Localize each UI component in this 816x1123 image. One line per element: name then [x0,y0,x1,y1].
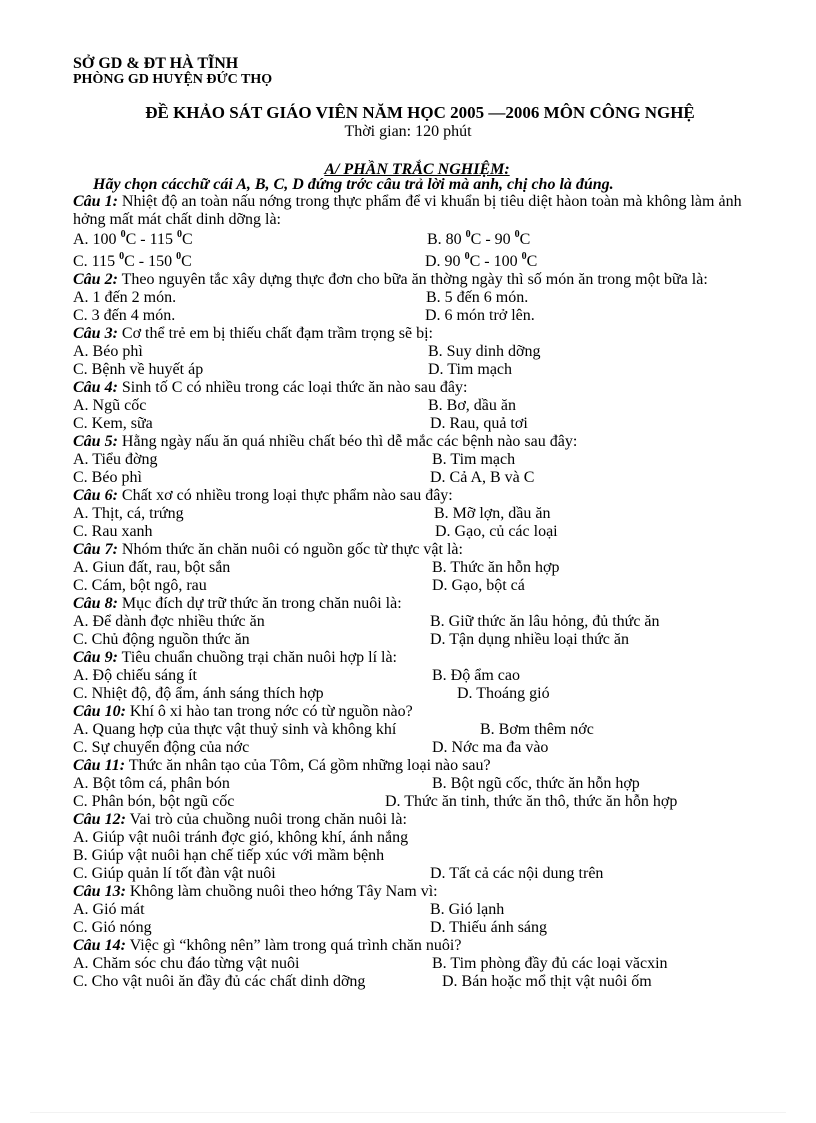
option-b: B. Suy dinh dỡng [428,343,541,360]
option-d: D. Thức ăn tinh, thức ăn thô, thức ăn hỗn hợp [385,793,678,810]
option-c: C. Cho vật nuôi ăn đầy đủ các chất dinh dỡng [73,973,366,990]
question-text: Nhiệt độ an toàn nấu nớng trong thực phẩm để vi khuẩn bị tiêu diệt hàon toàn mà không làm ảnh hởng mất mát chất dinh dỡng là: [73,193,742,228]
question-stem [73,703,753,721]
option-b: B. Giúp vật nuôi hạn chế tiếp xúc với mầm bệnh [73,847,385,864]
option-b: B. Bơ, dầu ăn [428,397,517,414]
question-stem [73,937,753,955]
option-b: B. Bột ngũ cốc, thức ăn hỗn hợp [432,775,640,792]
question-label: Câu 8: [73,595,118,612]
question-stem [73,757,753,775]
option-a: A. 1 đến 2 món. [73,289,177,306]
question-label: Câu 9: [73,649,118,666]
question-text: Khí ô xi hào tan trong nớc có từ nguồn nào? [129,703,413,720]
option-b: B. Gió lạnh [430,901,505,918]
option-c: C. Sự chuyển động của nớc [73,739,250,756]
question-label: Câu 5: [73,433,118,450]
option-c: C. Cám, bột ngô, rau [73,577,207,594]
question-stem [73,811,753,829]
question-text: Mục đích dự trữ thức ăn trong chăn nuôi là: [121,595,402,612]
question-text: Tiêu chuẩn chuồng trại chăn nuôi hợp lí là: [121,649,397,666]
option-d: D. Tim mạch [428,361,513,378]
question-stem [73,433,753,451]
question-text: Cơ thể trẻ em bị thiếu chất đạm trầm trọng sẽ bị: [121,325,433,342]
question [73,649,753,703]
question-label: Câu 7: [73,541,118,558]
office-name: PHÒNG GD HUYỆN ĐỨC THỌ [73,72,273,87]
option-d: D. Gạo, bột cá [432,577,525,594]
option-a: A. Giúp vật nuôi tránh đợc gió, không khí, ánh nắng [73,829,409,846]
option-a: A. Thịt, cá, trứng [73,505,184,522]
question-stem [73,271,753,289]
question [73,541,753,595]
option-b: B. Bơm thêm nớc [480,721,594,738]
option-b: B. Tim mạch [432,451,516,468]
option-c: C. Giúp quản lí tốt đàn vật nuôi [73,865,276,882]
question-stem [73,595,753,613]
question-label: Câu 2: [73,271,118,288]
question-stem [73,379,753,397]
option-a: A. Ngũ cốc [73,397,147,414]
option-a: A. Quang hợp của thực vật thuỷ sinh và không khí [73,721,397,738]
question-label: Câu 3: [73,325,118,342]
option-c: C. Kem, sữa [73,415,153,432]
option-a: A. Độ chiếu sáng ít [73,667,197,684]
option-d: D. Tất cả các nội dung trên [430,865,604,882]
option-d: D. Thiếu ánh sáng [430,919,548,936]
option-b: B. Độ ẩm cao [432,667,520,684]
question-stem [73,325,753,343]
question [73,433,753,487]
option-d: D. Rau, quả tơi [430,415,528,432]
option-a: A. Chăm sóc chu đáo từng vật nuôi [73,955,300,972]
option-d: D. Thoáng gió [457,685,550,702]
option-b: B. 5 đến 6 món. [426,289,529,306]
question [73,325,753,379]
option-c: C. 3 đến 4 món. [73,307,176,324]
question-text: Sinh tố C có nhiều trong các loại thức ăn nào sau đây: [121,379,468,396]
option-b: B. Tim phòng đầy đủ các loại văcxin [432,955,668,972]
option-b: B. Giữ thức ăn lâu hỏng, đủ thức ăn [430,613,660,630]
question [73,811,753,883]
option-d: D. Nớc ma đa vào [432,739,549,756]
question-label: Câu 10: [73,703,126,720]
question-list [73,193,753,991]
question-stem [73,487,753,505]
section-heading: A/ PHẦN TRẮC NGHIỆM: [324,161,510,178]
question-label: Câu 6: [73,487,118,504]
question-text: Nhóm thức ăn chăn nuôi có nguồn gốc từ thực vật là: [121,541,463,558]
question [73,703,753,757]
option-a: A. Tiểu đờng [73,451,158,468]
question [73,595,753,649]
question-label: Câu 13: [73,883,126,900]
option-c: C. Chủ động nguồn thức ăn [73,631,250,648]
option-c: C. Gió nóng [73,919,152,936]
option-a: A. Gió mát [73,901,145,918]
option-b: B. Thức ăn hỗn hợp [432,559,560,576]
option-a: A. 100 $^0$C - 115 $^0$C [73,229,193,248]
option-d: D. Gạo, củ các loại [435,523,558,540]
option-a: A. Bột tôm cá, phân bón [73,775,230,792]
option-d: D. Cả A, B và C [430,469,535,486]
page-bottom-rule [30,1112,786,1113]
option-b: B. 80 $^0$C - 90 $^0$C [427,229,531,248]
option-c: C. 115 $^0$C - 150 $^0$C [73,251,192,270]
question-text: Việc gì “không nên” làm trong quá trình chăn nuôi? [129,937,462,954]
question-text: Vai trò của chuồng nuôi trong chăn nuôi là: [129,811,407,828]
option-b: B. Mỡ lợn, dầu ăn [434,505,551,522]
option-d: D. Bán hoặc mổ thịt vật nuôi ốm [442,973,652,990]
option-c: C. Béo phì [73,469,142,486]
question-stem [73,541,753,559]
option-d: D. 6 món trở lên. [425,307,535,324]
option-a: A. Béo phì [73,343,143,360]
question-label: Câu 11: [73,757,126,774]
option-c: C. Nhiệt độ, độ ẩm, ánh sáng thích hợp [73,685,324,702]
question-label: Câu 14: [73,937,126,954]
question [73,487,753,541]
question-stem [73,193,753,229]
question-label: Câu 4: [73,379,118,396]
option-c: C. Bệnh về huyết áp [73,361,204,378]
option-d: D. 90 $^0$C - 100 $^0$C [425,251,538,270]
question [73,193,753,271]
option-a: A. Giun đất, rau, bột sắn [73,559,231,576]
question [73,271,753,325]
option-a: A. Để dành đợc nhiều thức ăn [73,613,265,630]
question-text: Thức ăn nhân tạo của Tôm, Cá gồm những loại nào sau? [128,757,491,774]
option-c: C. Phân bón, bột ngũ cốc [73,793,235,810]
section-instruction: Hãy chọn cácchữ cái A, B, C, D đứng trớc câu trả lời mà anh, chị cho là đúng. [93,176,614,193]
question-stem [73,649,753,667]
department-name: SỞ GD & ĐT HÀ TĨNH [73,55,239,72]
question-text: Hằng ngày nấu ăn quá nhiều chất béo thì dễ mắc các bệnh nào sau đây: [121,433,578,450]
question [73,757,753,811]
option-c: C. Rau xanh [73,523,153,540]
question-text: Không làm chuồng nuôi theo hớng Tây Nam vì: [129,883,438,900]
question [73,883,753,937]
question-label: Câu 1: [73,193,118,210]
question-text: Chất xơ có nhiều trong loại thực phẩm nào sau đây: [121,487,453,504]
question-text: Theo nguyên tắc xây dựng thực đơn cho bữa ăn thờng ngày thì số món ăn trong một bữa là: [121,271,708,288]
question-label: Câu 12: [73,811,126,828]
question-stem [73,883,753,901]
question [73,937,753,991]
exam-title: ĐỀ KHẢO SÁT GIÁO VIÊN NĂM HỌC 2005 —2006 MÔN CÔNG NGHỆ [145,103,695,122]
option-d: D. Tận dụng nhiều loại thức ăn [430,631,629,648]
question [73,379,753,433]
exam-time: Thời gian: 120 phút [344,123,472,140]
